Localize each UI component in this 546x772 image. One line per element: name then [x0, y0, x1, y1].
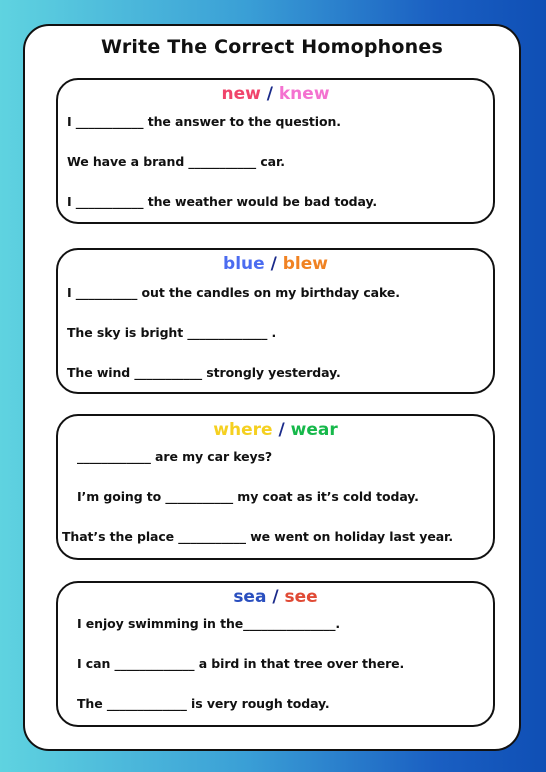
sentence: That’s the place ___________ we went on holiday last year.	[62, 529, 453, 544]
section-where-wear	[56, 414, 495, 560]
section-heading	[58, 587, 493, 607]
word-separator: /	[272, 587, 279, 607]
section-heading	[58, 254, 493, 274]
word-1: sea	[233, 587, 267, 607]
word-separator: /	[266, 84, 273, 104]
sentence: I can _____________ a bird in that tree over there.	[77, 656, 405, 671]
section-heading	[58, 420, 493, 440]
worksheet	[23, 24, 521, 751]
sentence: We have a brand ___________ car.	[67, 154, 285, 169]
section-blue-blew	[56, 248, 495, 394]
word-separator: /	[278, 420, 285, 440]
word-1: new	[221, 84, 261, 104]
sentence: I enjoy swimming in the_______________.	[77, 616, 341, 631]
word-2: see	[284, 587, 318, 607]
sentence: I __________ out the candles on my birthday cake.	[67, 285, 400, 300]
word-separator: /	[270, 254, 277, 274]
section-sea-see	[56, 581, 495, 727]
word-2: knew	[278, 84, 330, 104]
sentence: ____________ are my car keys?	[77, 449, 273, 464]
word-1: where	[213, 420, 273, 440]
word-2: blew	[282, 254, 328, 274]
sentence: I ___________ the weather would be bad today.	[67, 194, 378, 209]
sentence: I’m going to ___________ my coat as it’s cold today.	[77, 489, 419, 504]
section-heading	[58, 84, 493, 104]
word-1: blue	[223, 254, 265, 274]
word-2: wear	[290, 420, 338, 440]
sentence: The sky is bright _____________ .	[67, 325, 277, 340]
sentence: I ___________ the answer to the question.	[67, 114, 341, 129]
sentence: The _____________ is very rough today.	[77, 696, 330, 711]
sentence: The wind ___________ strongly yesterday.	[67, 365, 341, 380]
worksheet-title: Write The Correct Homophones	[101, 36, 443, 58]
section-new-knew	[56, 78, 495, 224]
